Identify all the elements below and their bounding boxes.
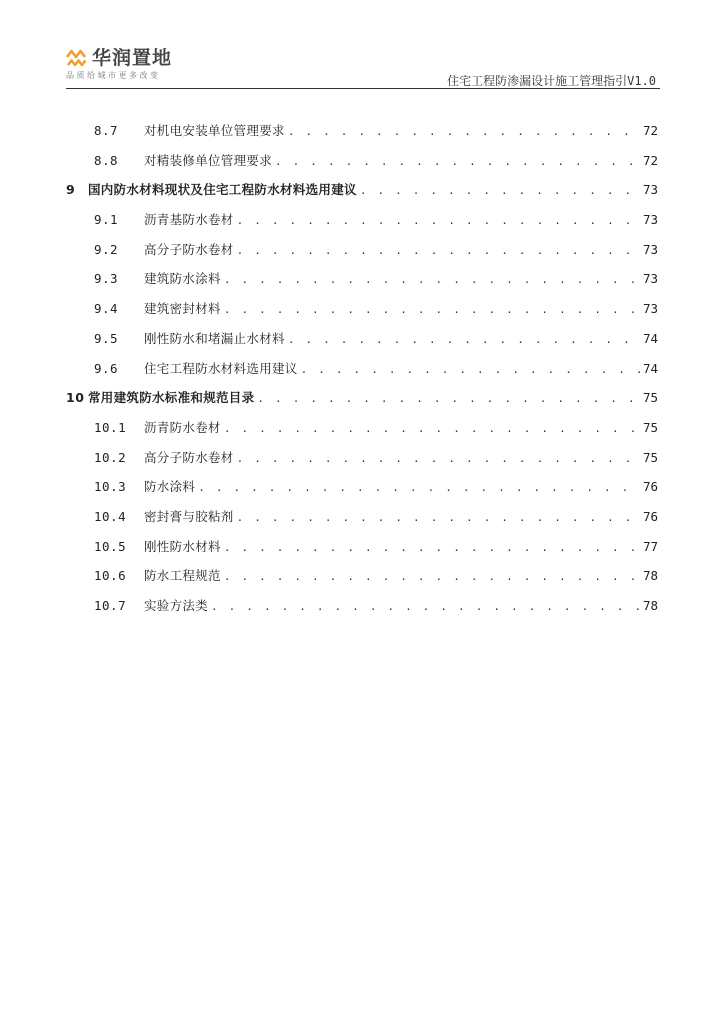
toc-label: 高分子防水卷材: [144, 241, 234, 257]
toc-page-number: 77: [642, 538, 658, 554]
toc-dot-leader: [211, 593, 640, 621]
toc-section-entry[interactable]: [66, 592, 658, 622]
toc-number: 10: [66, 390, 85, 406]
toc-number: 9: [66, 182, 76, 198]
toc-number: 10.1: [94, 419, 127, 435]
toc-label: 沥青基防水卷材: [144, 212, 234, 228]
toc-dot-leader: [237, 504, 640, 532]
toc-page-number: 76: [642, 479, 658, 495]
toc-section-entry[interactable]: [66, 473, 658, 503]
toc-page-number: 76: [642, 508, 658, 524]
toc-page-number: 78: [642, 568, 658, 584]
toc-number: 8.7: [94, 123, 119, 138]
toc-section-entry[interactable]: [66, 355, 658, 385]
toc-section-entry[interactable]: [66, 414, 658, 444]
toc-page-number: 73: [642, 301, 658, 317]
toc-number: 9.1: [94, 212, 119, 228]
toc-number: 8.8: [94, 152, 119, 168]
toc-label: 实验方法类: [144, 598, 209, 613]
toc-label: 建筑防水涂料: [144, 271, 221, 287]
toc-section-entry[interactable]: [66, 295, 658, 325]
toc-number: 10.7: [94, 598, 127, 613]
company-logo: [66, 48, 172, 81]
logo-name: 华润置地: [92, 47, 173, 69]
toc-page-number: 73: [642, 212, 658, 228]
toc-page-number: 75: [642, 390, 658, 406]
toc-label: 防水涂料: [144, 479, 196, 495]
toc-dot-leader: [224, 415, 640, 443]
toc-page-number: 75: [642, 449, 658, 465]
toc-page-number: 73: [642, 182, 658, 198]
toc-label: 密封膏与胶粘剂: [144, 508, 234, 524]
toc-label: 对精装修单位管理要求: [144, 152, 273, 168]
toc-page-number: 72: [642, 152, 658, 168]
toc-label: 高分子防水卷材: [144, 449, 234, 465]
toc-label: 对机电安装单位管理要求: [144, 123, 285, 138]
toc-page-number: 73: [642, 241, 658, 257]
toc-page-number: 74: [642, 360, 658, 376]
toc-number: 9.2: [94, 241, 119, 257]
toc-section-entry[interactable]: [66, 206, 658, 236]
toc-label: 国内防水材料现状及住宅工程防水材料选用建议: [88, 182, 357, 198]
logo-slogan: 品质给城市更多改变: [66, 71, 161, 80]
toc-dot-leader: [237, 237, 640, 265]
toc-number: 10.4: [94, 508, 127, 524]
toc-dot-leader: [224, 266, 640, 294]
toc-number: 10.6: [94, 568, 127, 584]
toc-page-number: 73: [642, 271, 658, 287]
toc-section-entry[interactable]: [66, 265, 658, 295]
toc-chapter-entry[interactable]: [66, 384, 658, 414]
toc-section-entry[interactable]: [66, 147, 658, 177]
toc-dot-leader: [288, 326, 640, 354]
toc-page-number: 72: [642, 123, 658, 138]
toc-number: 9.3: [94, 271, 119, 287]
toc-section-entry[interactable]: [66, 444, 658, 474]
toc-number: 10.2: [94, 449, 127, 465]
toc-page-number: 74: [642, 330, 658, 346]
toc-label: 刚性防水和堵漏止水材料: [144, 330, 285, 346]
toc-page-number: 75: [642, 419, 658, 435]
toc-number: 9.5: [94, 330, 119, 346]
crown-wave-logo-icon: [66, 48, 88, 68]
toc-chapter-entry[interactable]: [66, 176, 658, 206]
toc-dot-leader: [224, 563, 640, 591]
toc-dot-leader: [288, 118, 640, 146]
toc-dot-leader: [237, 207, 640, 235]
toc-dot-leader: [198, 474, 640, 502]
toc-dot-leader: [224, 296, 640, 324]
toc-dot-leader: [224, 534, 640, 562]
toc-dot-leader: [360, 177, 640, 205]
toc-number: 9.6: [94, 360, 119, 376]
toc-number: 10.5: [94, 538, 127, 554]
toc-section-entry[interactable]: [66, 325, 658, 355]
toc-number: 10.3: [94, 479, 127, 495]
toc-section-entry[interactable]: [66, 503, 658, 533]
table-of-contents: [66, 117, 658, 622]
toc-dot-leader: [275, 148, 640, 176]
toc-label: 建筑密封材料: [144, 301, 221, 317]
toc-page-number: 78: [642, 598, 658, 613]
toc-label: 住宅工程防水材料选用建议: [144, 360, 298, 376]
toc-dot-leader: [237, 445, 640, 473]
toc-label: 沥青防水卷材: [144, 419, 221, 435]
toc-section-entry[interactable]: [66, 117, 658, 147]
toc-label: 常用建筑防水标准和规范目录: [88, 390, 255, 406]
toc-section-entry[interactable]: [66, 562, 658, 592]
header-divider: [66, 88, 660, 89]
toc-section-entry[interactable]: [66, 533, 658, 563]
toc-label: 防水工程规范: [144, 568, 221, 584]
toc-label: 刚性防水材料: [144, 538, 221, 554]
toc-dot-leader: [301, 356, 640, 384]
toc-dot-leader: [257, 385, 640, 413]
toc-section-entry[interactable]: [66, 236, 658, 266]
toc-number: 9.4: [94, 301, 119, 317]
document-title: 住宅工程防渗漏设计施工管理指引V1.0: [447, 74, 656, 88]
